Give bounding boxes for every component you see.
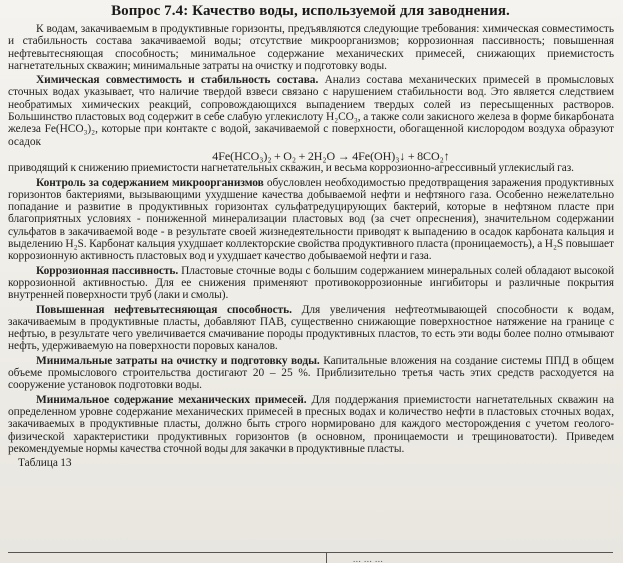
paragraph-displacement: [8, 304, 614, 353]
paragraph-text: Для поддержания приемистости нагнетательных скважин на определенном уровне содержание механических примесей в пресных водах и количество нефти в пластовых сточных водах, закачиваемых в продуктивные пласты, должно быть строго нормировано для каждого месторождения с учетом геолого-физической характеристики продуктивных горизонтов (в основном, проницаемости и трещиноватости). Приведем рекомендуемые нормы качества сточной воды для закачки в продуктивные пласты.: [8, 393, 614, 455]
document-body: [8, 23, 614, 469]
paragraph-impurities: [8, 394, 614, 455]
table-top-edge: [8, 552, 613, 563]
paragraph-corrosion: [8, 265, 614, 302]
section-heading: Повышенная нефтевытесняющая способность.: [36, 303, 292, 316]
paragraph-intro: [8, 23, 614, 72]
table-header-fragment: ... ... ...: [353, 554, 384, 563]
chemical-formula: 4Fe(HCO₃)₂ + O₂ + 2H₂O → 4Fe(OH)₃↓ + 8CO₂↑: [212, 148, 450, 163]
paragraph-compatibility: [8, 74, 614, 148]
section-heading: Минимальное содержание механических примесей.: [36, 393, 307, 406]
paragraph-text: К водам, закачиваемым в продуктивные горизонты, предъявляются следующие требования: химическая совместимость и стабильность состава закачиваемой воды; отсутствие микроорганизмов; коррозионная пассивность; повышенная нефтевытесняющая способность; минимальное содержание механических примесей, снижающих приемистость нагнетательных скважин; минимальные затраты на очистку и подготовку воды.: [8, 23, 614, 72]
section-heading: Коррозионная пассивность.: [36, 264, 179, 277]
section-heading: Контроль за содержанием микроорганизмов: [36, 176, 264, 189]
paragraph-text: Капитальные вложения на создание системы ППД в общем объеме промыслового строительства достигают 20 – 25 %. Приблизительно третья часть этих средств расходуется на сооружение установок подготовки воды.: [8, 354, 614, 392]
paragraph-text: Пластовые сточные воды с большим содержанием минеральных солей обладают высокой коррозионной активностью. Для ее снижения применяют противокоррозионные ингибиторы и различные покрытия внутренней поверхности труб (лаки и смолы).: [8, 264, 614, 302]
paragraph-microorganisms: [8, 177, 614, 263]
table-caption: Таблица 13: [18, 457, 72, 470]
paragraph-costs: [8, 355, 614, 392]
paragraph-text: Анализ состава механических примесей в промысловых сточных водах указывает, что наличие твердой взвеси связано с нарушением стабильности вод. Это является следствием необратимых химических реакций, сопровождающихся выпадением твердых солей из пересыщенных растворов. Большинство пластовых вод содержит в себе слабую углекислоту H₂CO₃, а также соли закисного железа в форме бикарбоната железа Fe(HCO₃)₂, которые при контакте с водой, закачиваемой с поверхности, обогащенной кислородом воздуха образуют осадок: [8, 74, 615, 148]
paragraph-compatibility-tail: приводящий к снижению приемистости нагнетательных скважин, и весьма коррозионно-агрессивный углекислый газ.: [8, 162, 574, 175]
scanned-sheet: [2, 0, 619, 563]
section-heading: Химическая совместимость и стабильность состава.: [36, 74, 319, 87]
paragraph-text: обусловлен необходимостью предотвращения заражения продуктивных горизонтов бактериями, вызывающими ухудшение качества добываемой нефти и нефтяного газа. Особенно нежелательно попадание и развитие в продуктивных горизонтах сульфатредуцирующих бактерий, которые в нефтяном пласте при благоприятных условиях - пониженной минерализации пластовых вод (за счет опреснения), значительном содержании сульфатов в закачиваемой воде - в результате своей жизнедеятельности приводят к выпадению в осадок карбоната кальция и выделению H₂S. Карбонат кальция ухудшает коллекторские свойства продуктивного пласта (проницаемость), а H₂S повышает коррозионную активность пластовых вод и ухудшает качество добываемой нефти и газа.: [8, 176, 614, 263]
table-cell-divider: [326, 553, 327, 563]
page-title: Вопрос 7.4: Качество воды, используемой для заводнения.: [111, 3, 510, 19]
paragraph-text: Для увеличения нефтеотмывающей способности к водам, закачиваемым в продуктивные пласты, добавляют ПАВ, существенно снижающие поверхностное натяжение на границе с нефтью, в результате чего увеличивается смачивание породы продуктивных пластов, то есть эти воды более полно отмывают нефть, удерживаемую на поверхности поровых каналов.: [8, 303, 614, 353]
section-heading: Минимальные затраты на очистку и подготовку воды.: [36, 354, 320, 367]
